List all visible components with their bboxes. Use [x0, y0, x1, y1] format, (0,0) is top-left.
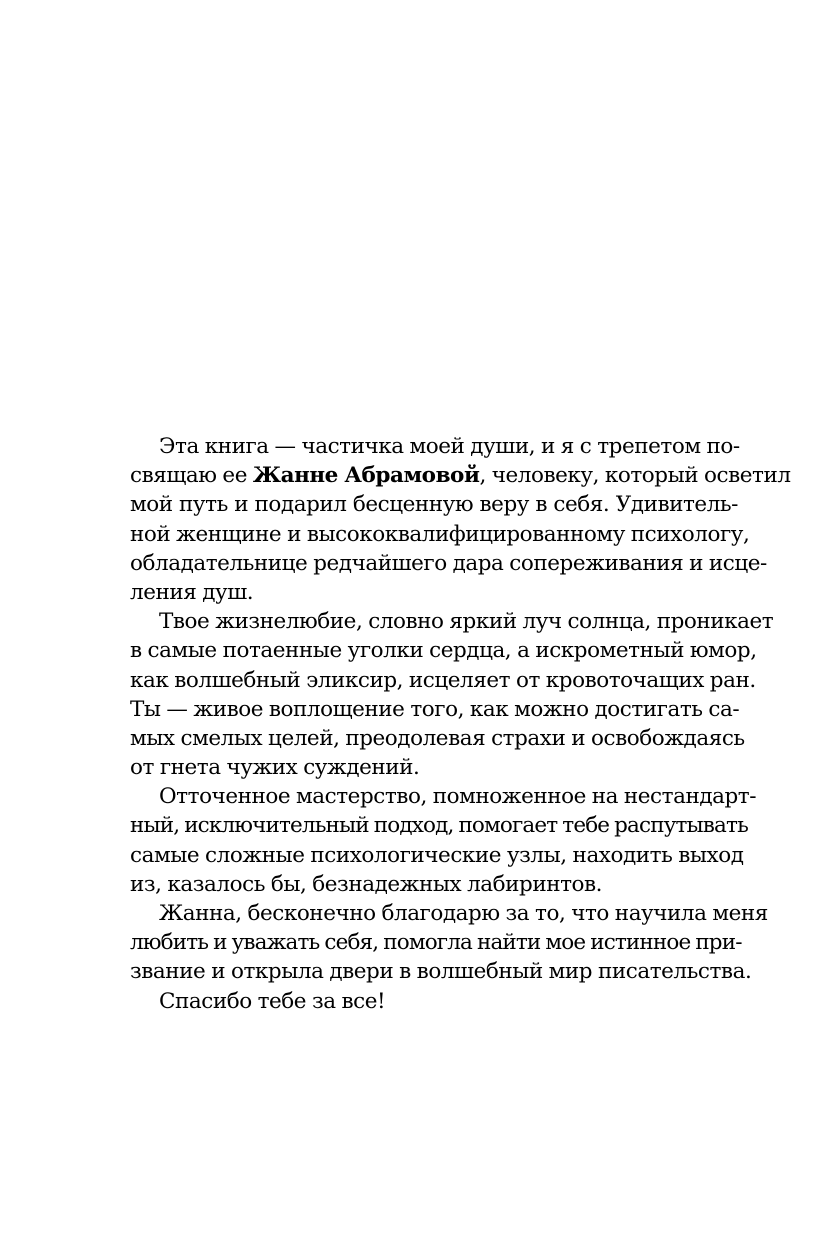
dedicatee-name: Жанне Абрамовой: [252, 463, 480, 489]
text-fragment: , человеку, который осветил: [479, 463, 791, 489]
text-line: ной женщине и высококвалифицированному психологу,: [130, 521, 750, 547]
dedication-paragraph-2: [130, 607, 774, 782]
text-line: как волшебный эликсир, исцеляет от кровоточащих ран.: [130, 667, 756, 693]
text-line: обладательнице редчайшего дара сопереживания и исце-: [130, 550, 767, 576]
text-line: в самые потаенные уголки сердца, а искрометный юмор,: [130, 638, 757, 664]
text-line: мой путь и подарил бесценную веру в себя. Удивитель-: [130, 492, 738, 518]
text-line: Ты — живое воплощение того, как можно достигать са-: [130, 696, 740, 722]
text-line: звание и открыла двери в волшебный мир писательства.: [130, 959, 752, 985]
text-line: Спасибо тебе за все!: [159, 988, 386, 1014]
dedication-paragraph-1: [130, 432, 791, 607]
text-line: Отточенное мастерство, помноженное на нестандарт-: [159, 784, 757, 810]
text-line: Жанна, бесконечно благодарю за то, что научила меня: [159, 901, 768, 926]
dedication-paragraph-3: [130, 782, 757, 899]
text-line: ления душ.: [130, 579, 254, 605]
text-line: [130, 461, 791, 490]
text-line: ный, исключительный подход, помогает тебе распутывать: [130, 813, 748, 839]
dedication-text: [130, 432, 791, 1016]
text-line: из, казалось бы, безнадежных лабиринтов.: [130, 871, 603, 897]
dedication-paragraph-5: [130, 987, 738, 1016]
text-line: любить и уважать себя, помогла найти мое истинное при-: [130, 930, 742, 956]
text-line: Твое жизнелюбие, словно яркий луч солнца, проникает: [159, 609, 774, 635]
text-line: от гнета чужих суждений.: [130, 755, 420, 781]
text-line: мых смелых целей, преодолевая страхи и освобождаясь: [130, 725, 745, 751]
text-line: Эта книга — частичка моей души, и я с трепетом по-: [159, 434, 740, 459]
text-line: самые сложные психологические узлы, находить выход: [130, 842, 744, 868]
dedication-paragraph-4: [130, 899, 768, 987]
text-fragment: свящаю ее: [130, 463, 253, 489]
